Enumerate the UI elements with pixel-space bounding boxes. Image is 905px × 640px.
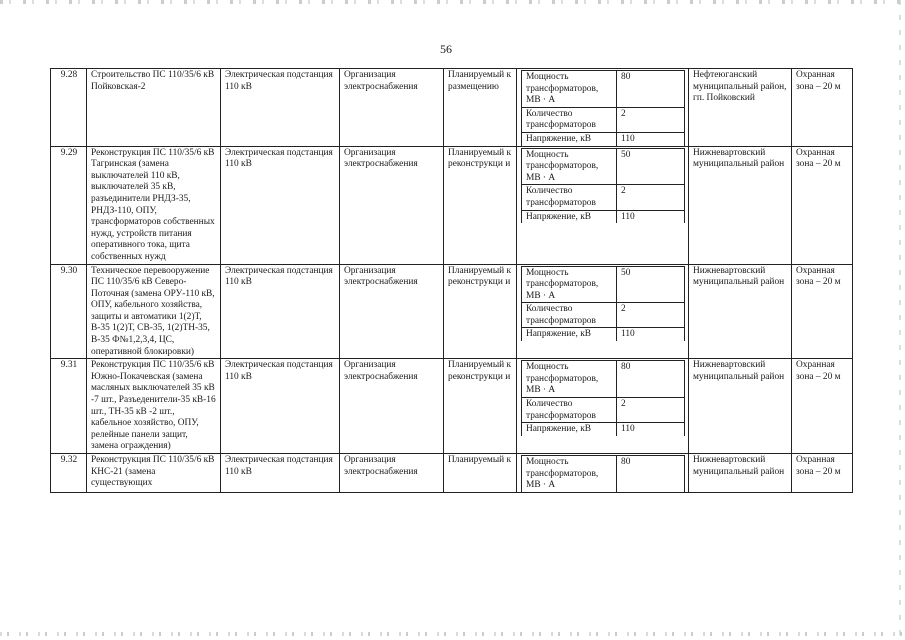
object-purpose: Организация электроснабжения [340,454,444,493]
protection-zone: Охранная зона – 20 м [792,359,853,454]
object-purpose: Организация электроснабжения [340,146,444,264]
parameters-cell [517,454,689,493]
parameters-table [521,266,685,342]
parameter-row [522,328,685,341]
parameter-name: Количество трансформаторов [522,185,617,210]
table-row [51,454,853,493]
object-name: Реконструкция ПС 110/35/6 кВ КНС-21 (замена существующих [87,454,221,493]
parameters-table [521,455,685,492]
object-status: Планируемый к [444,454,517,493]
parameter-value: 80 [617,456,685,492]
protection-zone: Охранная зона – 20 м [792,146,853,264]
parameter-row [522,132,685,145]
object-location: Нижневартовский муниципальный район [689,146,792,264]
parameters-table [521,70,685,146]
row-number: 9.30 [51,264,87,359]
object-type: Электрическая подстанция 110 кВ [221,454,340,493]
object-location: Нижневартовский муниципальный район [689,454,792,493]
parameter-row [522,398,685,423]
parameter-name: Мощность трансформаторов, МВ · А [522,148,617,185]
table-row [51,359,853,454]
parameter-value: 110 [617,328,685,341]
parameter-value: 50 [617,266,685,303]
object-name: Техническое перевооружение ПС 110/35/6 кВ Северо-Поточная (замена ОРУ-110 кВ, ОПУ, кабельного хозяйства, защиты и автоматики 1(2)Т, В-35 1(2)Т, СВ-35, 1(2)ТН-35, В-35 Ф№1,2,3,4, ЦС, оперативной блокировки) [87,264,221,359]
parameter-value: 2 [617,303,685,328]
parameter-value: 110 [617,423,685,436]
scan-noise-bottom [0,632,905,636]
parameter-row [522,361,685,398]
page-number: 56 [440,42,452,56]
object-status: Планируемый к реконструкци и [444,146,517,264]
parameter-value: 80 [617,71,685,108]
protection-zone: Охранная зона – 20 м [792,454,853,493]
parameters-table [521,148,685,224]
parameter-name: Мощность трансформаторов, МВ · А [522,266,617,303]
parameters-cell [517,264,689,359]
object-status: Планируемый к реконструкци и [444,264,517,359]
object-type: Электрическая подстанция 110 кВ [221,359,340,454]
parameter-value: 2 [617,185,685,210]
object-location: Нижневартовский муниципальный район [689,264,792,359]
parameter-name: Мощность трансформаторов, МВ · А [522,71,617,108]
parameter-name: Напряжение, кВ [522,328,617,341]
object-name: Строительство ПС 110/35/6 кВ Пойковская-2 [87,69,221,147]
parameter-value: 2 [617,107,685,132]
parameter-row [522,210,685,223]
object-status: Планируемый к размещению [444,69,517,147]
parameter-value: 110 [617,210,685,223]
table-row [51,264,853,359]
parameter-value: 2 [617,398,685,423]
table-row [51,146,853,264]
row-number: 9.29 [51,146,87,264]
parameters-cell [517,146,689,264]
object-location: Нефтеюганский муниципальный район, гп. Пойковский [689,69,792,147]
parameter-value: 50 [617,148,685,185]
parameter-name: Напряжение, кВ [522,132,617,145]
row-number: 9.28 [51,69,87,147]
protection-zone: Охранная зона – 20 м [792,69,853,147]
parameter-name: Мощность трансформаторов, МВ · А [522,456,617,492]
parameters-cell [517,69,689,147]
parameter-row [522,185,685,210]
parameter-row [522,423,685,436]
parameter-row [522,148,685,185]
object-type: Электрическая подстанция 110 кВ [221,264,340,359]
parameter-row [522,456,685,492]
object-type: Электрическая подстанция 110 кВ [221,146,340,264]
parameter-name: Количество трансформаторов [522,303,617,328]
parameter-value: 110 [617,132,685,145]
row-number: 9.32 [51,454,87,493]
object-purpose: Организация электроснабжения [340,359,444,454]
row-number: 9.31 [51,359,87,454]
parameter-name: Количество трансформаторов [522,398,617,423]
parameter-name: Напряжение, кВ [522,423,617,436]
object-status: Планируемый к реконструкци и [444,359,517,454]
parameters-cell [517,359,689,454]
parameter-value: 80 [617,361,685,398]
parameter-name: Количество трансформаторов [522,107,617,132]
parameter-row [522,266,685,303]
protection-zone: Охранная зона – 20 м [792,264,853,359]
object-name: Реконструкция ПС 110/35/6 кВ Южно-Покачевская (замена масляных выключателей 35 кВ -7 шт., Разъеденители-35 кВ-16 шт., ТН-35 кВ -2 шт., кабельное хозяйство, ОПУ, релейные панели защит, замена ограждения) [87,359,221,454]
scan-noise-top [0,0,905,4]
parameter-row [522,71,685,108]
object-name: Реконструкция ПС 110/35/6 кВ Тагринская (замена выключателей 110 кВ, выключателей 35 кВ, разъединители РНДЗ-35, РНДЗ-110, ОПУ, трансформаторов собственных нужд, устройств питания оперативного тока, щита собственных нужд [87,146,221,264]
parameter-name: Напряжение, кВ [522,210,617,223]
registry-table [50,68,853,493]
parameter-row [522,107,685,132]
scan-noise-right [899,0,901,640]
object-location: Нижневартовский муниципальный район [689,359,792,454]
table-row [51,69,853,147]
object-purpose: Организация электроснабжения [340,264,444,359]
parameter-row [522,303,685,328]
object-type: Электрическая подстанция 110 кВ [221,69,340,147]
parameter-name: Мощность трансформаторов, МВ · А [522,361,617,398]
object-purpose: Организация электроснабжения [340,69,444,147]
parameters-table [521,360,685,436]
